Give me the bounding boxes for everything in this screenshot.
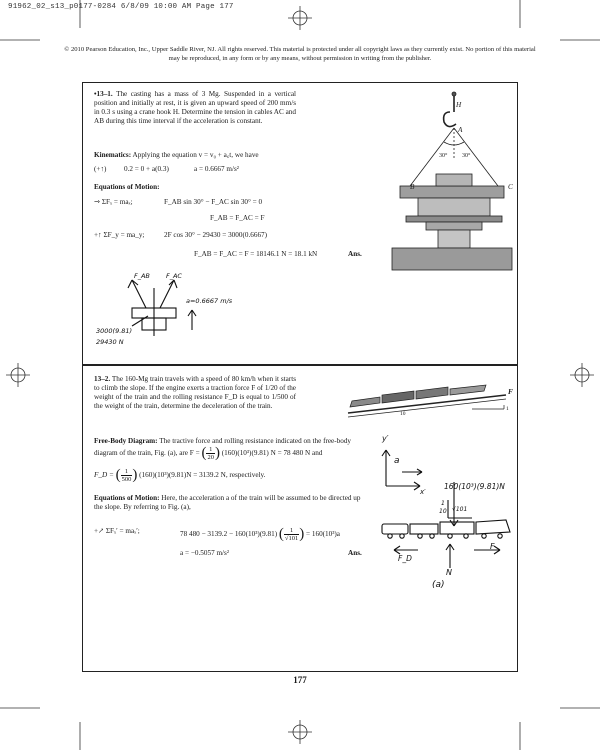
eom-paragraph <box>94 494 370 512</box>
point-c-label: C <box>508 183 513 191</box>
fbd-text-c: (160)(10³)(9.81)N = 3139.2 N, respectively. <box>139 471 266 480</box>
point-a-label: A <box>458 126 463 134</box>
page-number: 177 <box>293 675 307 685</box>
copyright-notice: © 2010 Pearson Education, Inc., Upper Saddle River, NJ. All rights reserved. This material is protected under all copyright laws as they currently exist. No portion of this material may be reproduced, in any form or by any means, without permission in writing from the publisher. <box>64 46 536 62</box>
slope-run-label: 10 <box>400 411 406 417</box>
answer-label-1: Ans. <box>348 250 362 258</box>
kinematics-heading: Kinematics: <box>94 151 132 159</box>
eq2: 2F cos 30° − 29430 = 3000(0.6667) <box>164 231 268 239</box>
hand-accel: a=0.6667 m/s <box>186 297 233 305</box>
kinematics-result: a = 0.6667 m/s² <box>194 165 239 173</box>
kinematics-direction: (+↑) <box>94 165 107 173</box>
eq3: F_AB = F_AC = F = 18146.1 N = 18.1 kN <box>194 250 318 258</box>
hand-f: F <box>490 542 495 551</box>
kinematics-equation: 0.2 = 0 + a(0.3) <box>124 165 169 173</box>
eom-heading: Equations of Motion: <box>94 494 160 502</box>
eq-x-part-b: = 160(10³)a <box>306 530 340 539</box>
eq1-label: ⇾ ΣFₓ = maₓ; <box>94 198 133 206</box>
angle-left-label: 30° <box>439 153 448 159</box>
eom-text: Here, the acceleration a of the train will be assumed to be directed up the slope. By referring to Fig. (a), <box>94 494 361 511</box>
equations-of-motion-heading: Equations of Motion: <box>94 183 160 191</box>
eq-x-label: +↗ ΣFₓ′ = maₓ′; <box>94 527 140 535</box>
hand-weight-force: 160(10³)(9.81)N <box>444 482 505 491</box>
eq1b: F_AB = F_AC = F <box>210 214 265 222</box>
slope-rise-label: 1 <box>506 406 509 412</box>
train-slope-figure <box>344 377 512 419</box>
hand-rise: 1 <box>441 500 445 507</box>
hook-label: H <box>456 101 462 109</box>
problem-number: •13–1. <box>94 90 113 98</box>
fraction-1-500: $\frac{1}{500}$ <box>121 468 132 483</box>
fbd-text-a: The tractive force and rolling resistance indicated on the free-body diagram of the train, Fig. (a), are F = <box>94 437 352 458</box>
hand-fd: F_D <box>398 554 412 563</box>
eq-x-part-a: 78 480 − 3139.2 − 160(10³)(9.81) <box>180 530 278 539</box>
eq2-label: +↑ ΣF_y = ma_y; <box>94 231 145 239</box>
fbd-paragraph: Free-Body Diagram: The tractive force and rolling resistance indicated on the free-body diagram of the train, Fig. (a), are F = ( $\frac{1}{20}$ ) (160)(10³)(9.81) N = 78 480 N and <box>94 437 352 461</box>
point-b-label: B <box>410 183 415 191</box>
hand-run: 10 <box>439 508 447 515</box>
kinematics-line <box>94 151 259 160</box>
fd-line: F_D = ( $\frac{1}{500}$ ) (160)(10³)(9.81)N = 3139.2 N, respectively. <box>94 467 266 483</box>
eq1: F_AB sin 30° − F_AC sin 30° = 0 <box>164 198 263 206</box>
hand-figure-label: (a) <box>432 580 445 590</box>
hand-fac: F_AC <box>166 272 182 280</box>
fraction-1-20: $\frac{1}{20}$ <box>207 446 214 461</box>
hand-y-axis: y′ <box>382 434 389 443</box>
hand-a: a <box>394 456 400 466</box>
hand-hyp: √101 <box>452 506 468 513</box>
kinematics-text: Applying the equation v = v₀ + a꜀t, we have <box>132 151 259 159</box>
problem-text: The 160-Mg train travels with a speed of 80 km/h when it starts to climb the slope. If the engine exerts a traction force F of 1/20 of the weight of the train and the rolling resistance F_D is equal to 1/500 of the weight of the train, determine the deceleration of the train. <box>94 375 297 410</box>
problem-number: 13–2. <box>94 375 111 383</box>
eq-x: 78 480 − 3139.2 − 160(10³)(9.81) ( $\frac{1}{√101}$ ) = 160(10³)a <box>180 526 340 542</box>
problem-13-2-statement <box>94 375 296 411</box>
angle-right-label: 30° <box>462 153 471 159</box>
problem-13-1-statement <box>94 90 296 126</box>
hand-weight-value: 29430 N <box>96 338 124 346</box>
fbd-text-b: (160)(10³)(9.81) N = 78 480 N and <box>221 449 323 458</box>
fbd-heading: Free-Body Diagram: <box>94 437 158 445</box>
hand-x-axis: x′ <box>420 488 426 496</box>
hand-fab: F_AB <box>134 272 150 280</box>
acceleration-result: a = −0.5057 m/s² <box>180 549 229 557</box>
fraction-1-sqrt101: $\frac{1}{√101}$ <box>284 527 299 542</box>
handwritten-fbd-casting <box>96 268 226 348</box>
answer-label-2: Ans. <box>348 549 362 557</box>
traction-force-label: F <box>508 388 513 396</box>
problem-text: The casting has a mass of 3 Mg. Suspended in a vertical position and initially at rest, it is given an upward speed of 200 mm/s in 0.3 s using a crane hook H. Determine the tension in cables AC and AB during this time interval if the acceleration is constant. <box>94 90 297 125</box>
hand-weight: 3000(9.81) <box>96 327 133 335</box>
hand-n: N <box>446 568 452 577</box>
file-slug: 91962_02_s13_p0177-0284 6/8/09 10:00 AM Page 177 <box>8 3 234 11</box>
fd-label: F_D = <box>94 471 114 480</box>
